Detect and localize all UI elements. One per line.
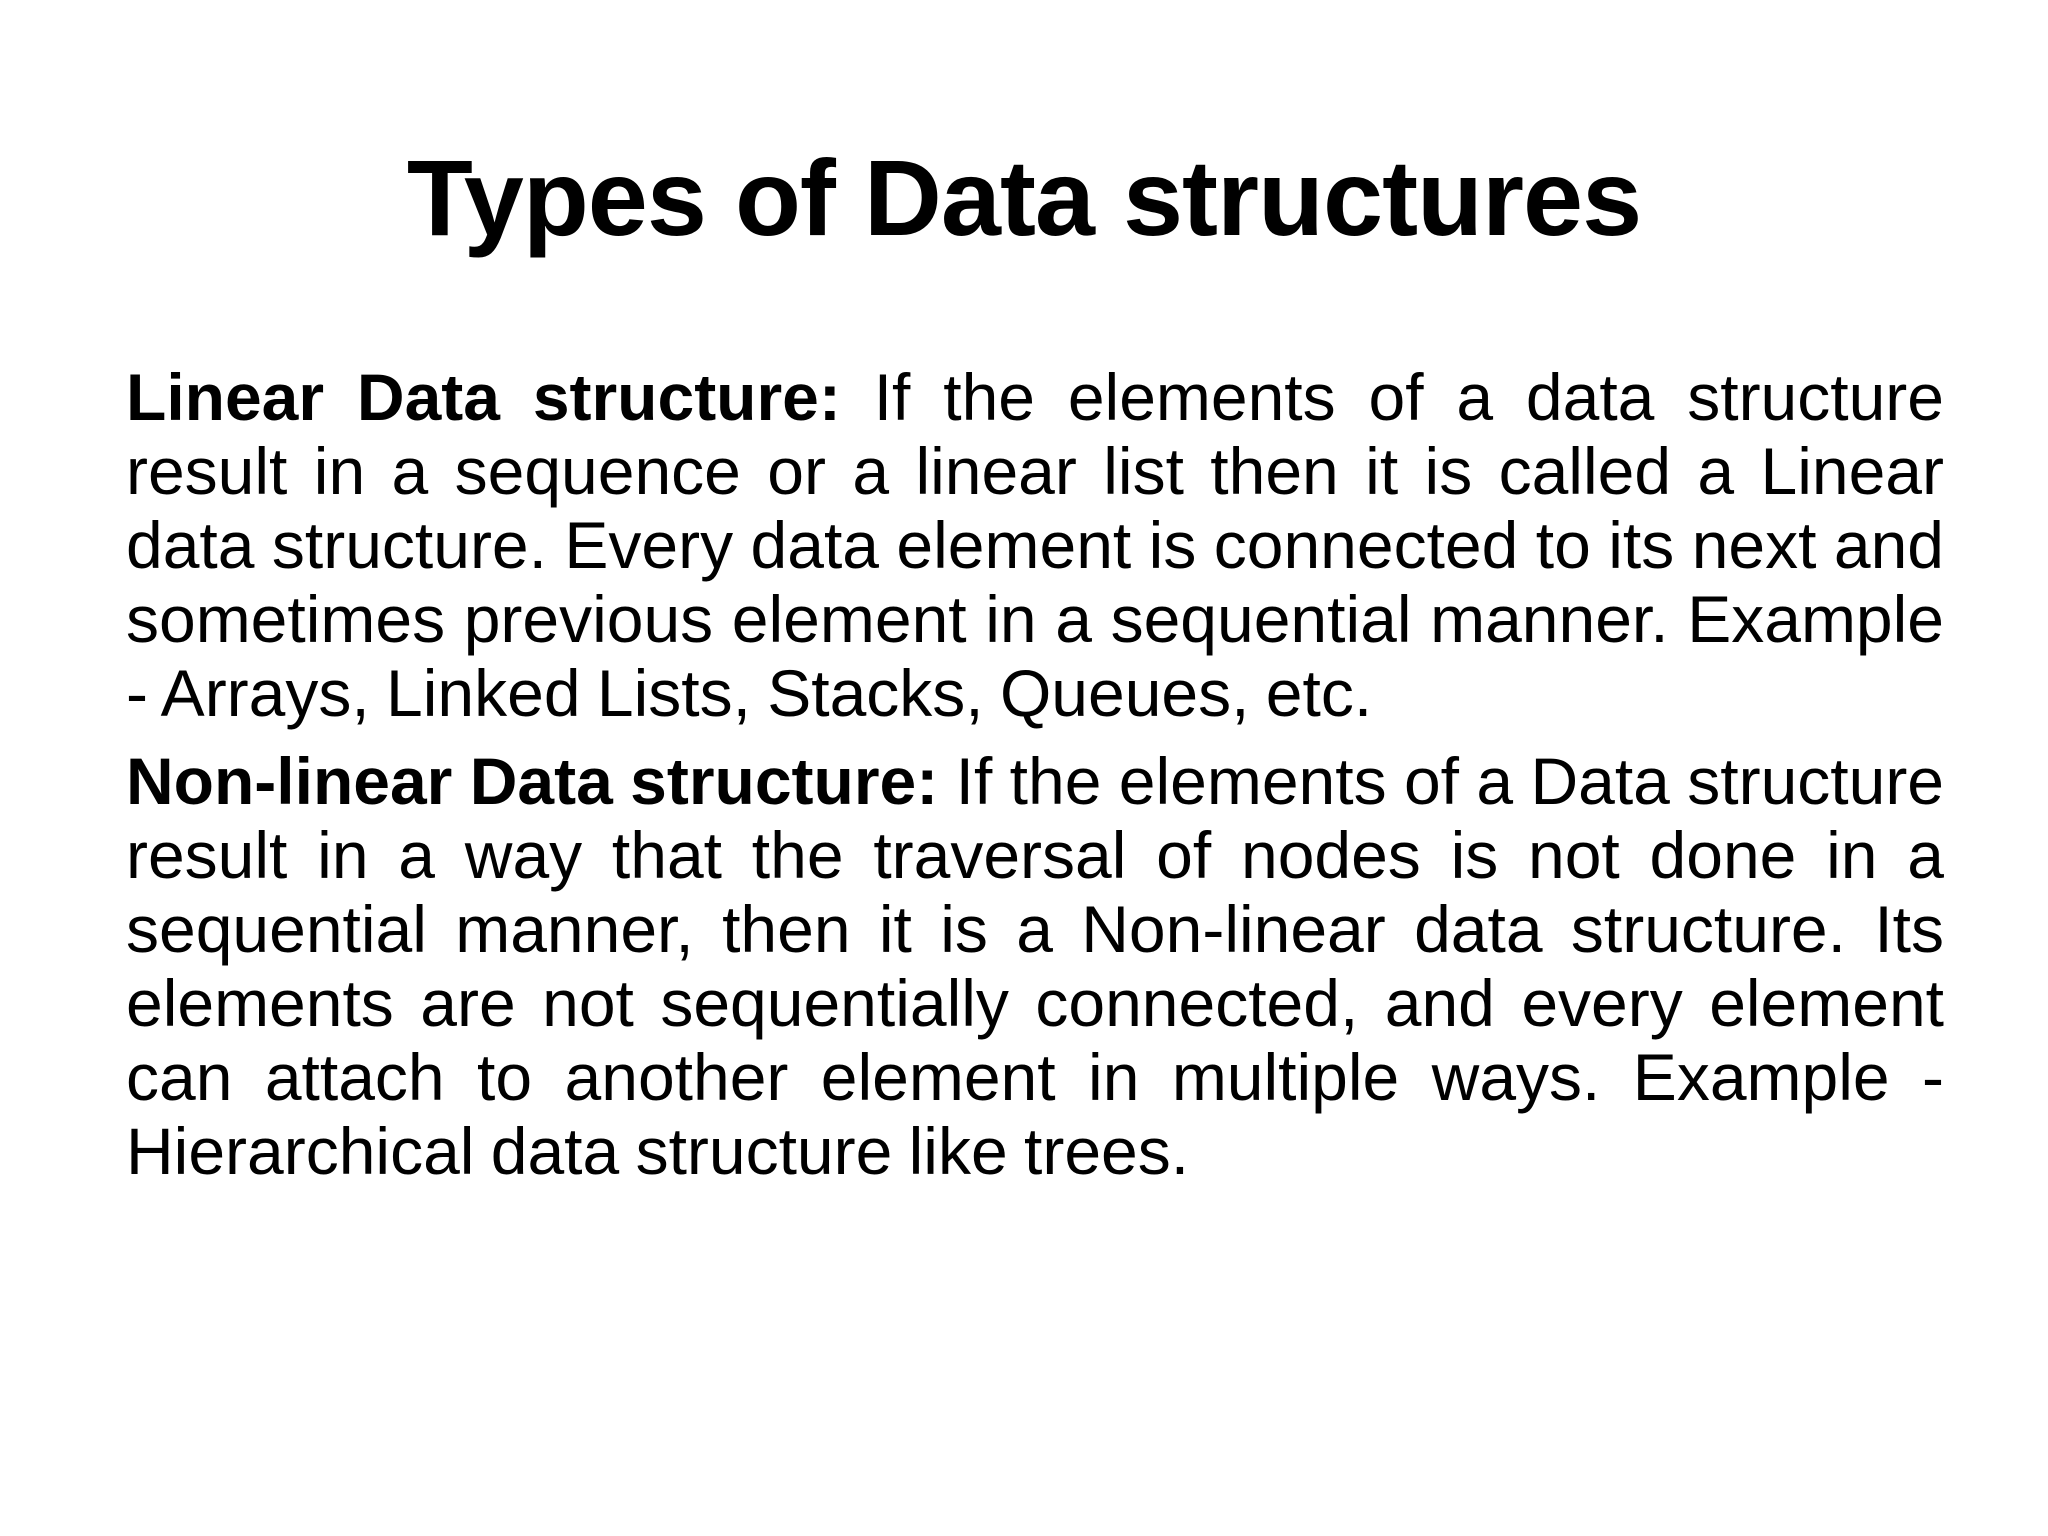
paragraph-non-linear (126, 744, 1944, 1188)
term-linear: Linear Data structure: (126, 360, 841, 434)
text-linear: If the elements of a data structure result in a sequence or a linear list then it is called a Linear data structure. Every data element is connected to its next and sometimes previous element in a sequential manner. Example - Arrays, Linked Lists, Stacks, Queues, etc. (126, 360, 1944, 730)
term-non-linear: Non-linear Data structure: (126, 744, 939, 818)
slide-body (126, 360, 1944, 1202)
paragraph-linear (126, 360, 1944, 730)
text-non-linear: If the elements of a Data structure result in a way that the traversal of nodes is not done in a sequential manner, then it is a Non-linear data structure. Its elements are not sequentially connected, and every element can attach to another element in multiple ways. Example - Hierarchical data structure like trees. (126, 744, 1945, 1188)
slide-title: Types of Data structures (406, 137, 1642, 258)
